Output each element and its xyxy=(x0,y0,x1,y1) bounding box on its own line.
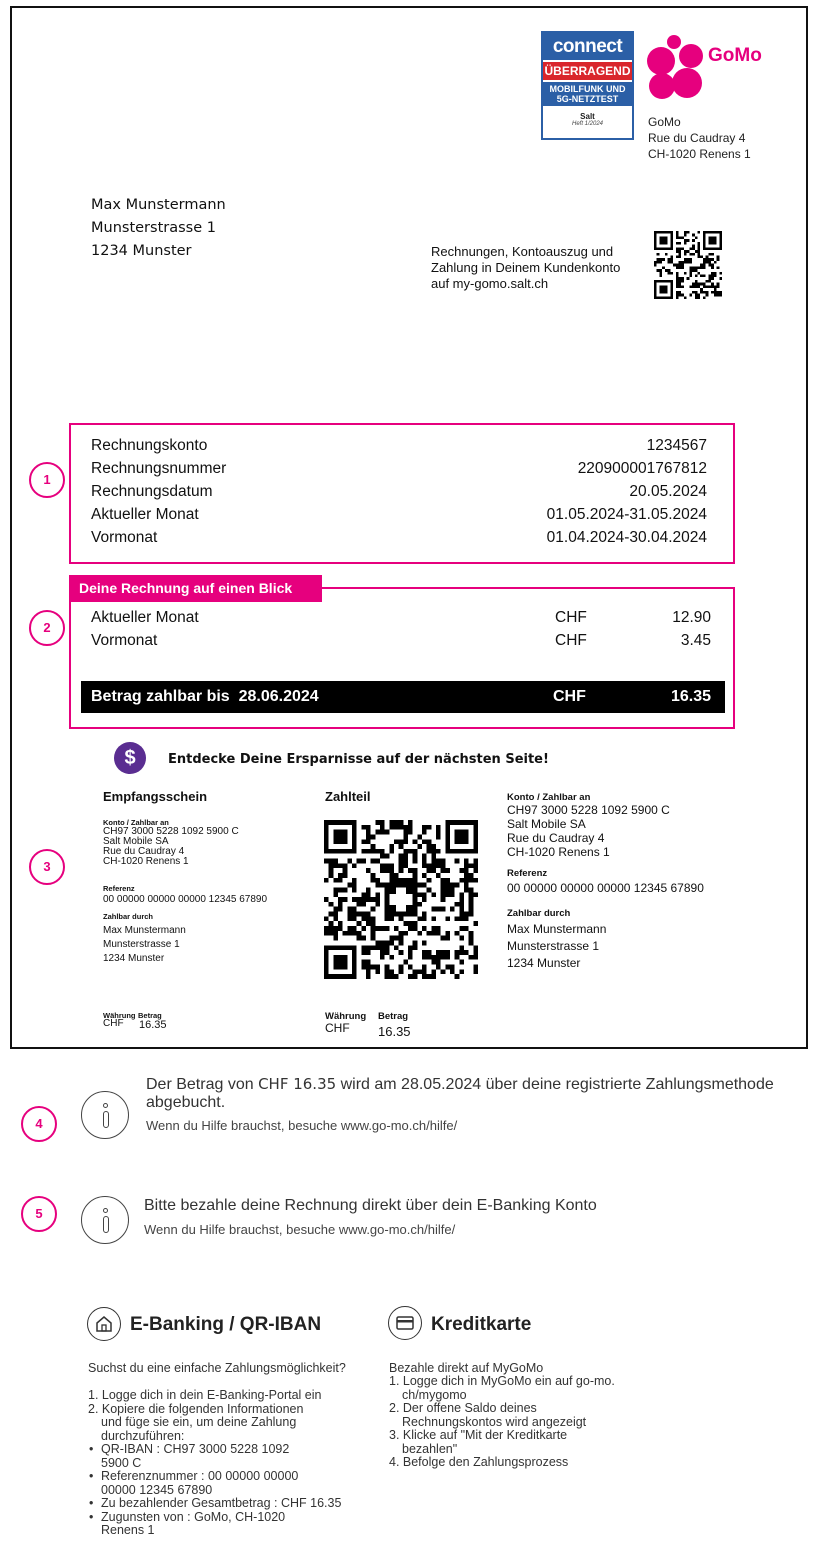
step-line: bezahlen" xyxy=(402,1441,458,1456)
summary-amount: 3.45 xyxy=(680,632,711,649)
badge-rating: ÜBERRAGEND xyxy=(544,64,631,78)
sender-city: CH-1020 Renens 1 xyxy=(648,147,751,161)
payment-reference xyxy=(507,868,704,895)
info-label: Vormonat xyxy=(91,529,158,546)
badge-test: MOBILFUNK UND 5G-NETZTEST xyxy=(543,82,632,106)
bullet-line: 5900 C xyxy=(101,1455,142,1470)
info-value: 01.05.2024-31.05.2024 xyxy=(546,506,707,523)
info-icon xyxy=(81,1196,129,1244)
logo-wordmark: GoMo xyxy=(708,45,762,66)
summary-box xyxy=(69,587,735,729)
badge-brand: connect xyxy=(543,33,632,60)
ebanking-bullet: • QR-IBAN : CH97 3000 5228 1092 5900 C xyxy=(88,1443,341,1470)
ebanking-step: 2. Kopiere die folgenden Informationen xyxy=(88,1401,304,1416)
payment-currency-label: Währung xyxy=(325,1011,367,1022)
sender-name: GoMo xyxy=(648,115,681,129)
receipt-line: Rue du Caudray 4 xyxy=(103,846,185,857)
portal-note-line: auf my-gomo.salt.ch xyxy=(431,276,549,291)
step-line: Rechnungskontos wird angezeigt xyxy=(402,1414,587,1429)
debit-notice-post: wird am 28.05.2024 über deine registrierte Zahlungsmethode abgebucht. xyxy=(146,1076,774,1111)
ebanking-step: durchzuführen: xyxy=(101,1428,185,1443)
payment-account-line: CH-1020 Renens 1 xyxy=(507,845,610,859)
info-row-invoice-number xyxy=(91,458,707,480)
info-label: Rechnungsnummer xyxy=(91,460,227,477)
help-link-text[interactable]: Wenn du Hilfe brauchst, besuche www.go-mo.ch/hilfe/ xyxy=(144,1222,456,1237)
bullet-line: QR-IBAN : CH97 3000 5228 1092 xyxy=(101,1442,290,1456)
ebanking-title: E-Banking / QR-IBAN xyxy=(130,1314,322,1335)
swiss-qr-code-icon[interactable] xyxy=(324,820,478,979)
debit-notice xyxy=(146,1075,806,1112)
receipt-line: CH-1020 Renens 1 xyxy=(103,856,189,867)
ebanking-steps xyxy=(88,1389,341,1538)
total-due-bar xyxy=(81,681,725,713)
step-line: 2. Der offene Saldo deines xyxy=(389,1401,537,1415)
receipt-reference xyxy=(103,884,267,905)
sender-address xyxy=(648,114,751,162)
payment-reference-label: Referenz xyxy=(507,868,548,879)
info-row-current-month xyxy=(91,504,707,526)
badge-company: Salt xyxy=(580,112,595,121)
total-amount: 16.35 xyxy=(670,688,711,705)
total-currency: CHF xyxy=(553,688,586,705)
info-row-account xyxy=(91,435,707,457)
ebanking-step: und füge sie ein, um deine Zahlung xyxy=(101,1415,297,1429)
connect-award-badge xyxy=(541,31,634,140)
receipt-iban: CH97 3000 5228 1092 5900 C xyxy=(103,826,239,837)
home-icon xyxy=(87,1307,121,1341)
portal-note xyxy=(431,244,620,292)
info-value: 1234567 xyxy=(646,437,707,454)
receipt-account-label: Konto / Zahlbar an xyxy=(103,818,169,827)
total-label: Betrag zahlbar bis 28.06.2024 xyxy=(91,688,319,705)
summary-title: Deine Rechnung auf einen Blick xyxy=(69,575,322,602)
info-label: Rechnungskonto xyxy=(91,437,208,454)
bullet-line: Referenznummer : 00 00000 00000 xyxy=(101,1469,299,1483)
info-icon xyxy=(81,1091,129,1139)
payment-iban: CH97 3000 5228 1092 5900 C xyxy=(507,803,670,817)
marker-3: 3 xyxy=(29,849,65,885)
receipt-currency: CHF xyxy=(103,1018,124,1029)
credit-card-icon xyxy=(388,1306,422,1340)
info-value: 220900001767812 xyxy=(577,460,707,477)
step-line: 1. Logge dich in MyGoMo ein auf go-mo. xyxy=(389,1374,615,1388)
debit-notice-amount: CHF 16.35 xyxy=(258,1075,337,1093)
receipt-payer-line: Max Munstermann xyxy=(103,925,186,936)
payment-currency: CHF xyxy=(325,1021,350,1035)
bullet-line: Renens 1 xyxy=(101,1523,155,1537)
info-icon-bar xyxy=(103,1111,109,1128)
step-line: ch/mygomo xyxy=(402,1387,467,1402)
info-row-invoice-date xyxy=(91,481,707,503)
payment-account-label: Konto / Zahlbar an xyxy=(507,792,591,803)
summary-amount: 12.90 xyxy=(672,609,711,626)
creditcard-step xyxy=(389,1456,615,1470)
creditcard-title: Kreditkarte xyxy=(431,1314,532,1335)
portal-note-line: Rechnungen, Kontoauszug und xyxy=(431,244,614,259)
receipt-payer xyxy=(103,912,186,966)
payment-account-line: Rue du Caudray 4 xyxy=(507,831,605,845)
info-row-previous-month xyxy=(91,527,707,549)
payment-amount-label: Betrag xyxy=(378,1011,409,1022)
creditcard-intro: Bezahle direkt auf MyGoMo xyxy=(389,1361,544,1375)
info-label: Rechnungsdatum xyxy=(91,483,213,500)
recipient-city: 1234 Munster xyxy=(91,243,192,259)
receipt-title: Empfangsschein xyxy=(103,789,208,804)
bullet-line: Zu bezahlender Gesamtbetrag : CHF 16.35 xyxy=(101,1496,342,1510)
badge-issue: Heft 1/2024 xyxy=(571,121,604,127)
summary-currency: CHF xyxy=(555,609,587,626)
payment-part-title: Zahlteil xyxy=(325,789,371,804)
gomo-logo-icon xyxy=(647,34,777,100)
info-value: 01.04.2024-30.04.2024 xyxy=(546,529,707,546)
ebanking-bullet: • Zu bezahlender Gesamtbetrag : CHF 16.35 xyxy=(89,1496,342,1510)
payment-payer-line: Munsterstrasse 1 xyxy=(507,939,600,953)
receipt-currency-label: Währung xyxy=(103,1011,136,1020)
summary-row-current xyxy=(91,607,711,629)
bullet-line: Zugunsten von : GoMo, CH-1020 xyxy=(101,1509,286,1524)
portal-note-line: Zahlung in Deinem Kundenkonto xyxy=(431,260,621,275)
summary-row-previous xyxy=(91,630,711,652)
credit-card-icon-glyph xyxy=(389,1307,421,1339)
marker-2: 2 xyxy=(29,610,65,646)
receipt-reference-value: 00 00000 00000 00000 12345 67890 xyxy=(103,894,268,905)
info-icon-dot xyxy=(103,1208,108,1213)
payment-account-line: Salt Mobile SA xyxy=(507,817,586,831)
recipient-address xyxy=(91,194,226,263)
summary-label: Vormonat xyxy=(91,632,158,649)
creditcard-step xyxy=(389,1375,615,1402)
summary-label: Aktueller Monat xyxy=(91,609,199,626)
payment-reference-value: 00 00000 00000 00000 12345 67890 xyxy=(507,881,704,895)
ebanking-step: 1. Logge dich in dein E-Banking-Portal ein xyxy=(88,1388,322,1402)
dollar-icon: $ xyxy=(114,742,146,774)
receipt-payer-label: Zahlbar durch xyxy=(103,912,154,921)
invoice-info-box xyxy=(69,423,735,564)
payment-payer-label: Zahlbar durch xyxy=(507,908,571,919)
creditcard-step xyxy=(389,1429,615,1456)
recipient-street: Munsterstrasse 1 xyxy=(91,220,216,236)
receipt-amount-label: Betrag xyxy=(138,1011,162,1020)
home-icon-glyph xyxy=(88,1308,120,1340)
marker-5: 5 xyxy=(21,1196,57,1232)
payment-amount: 16.35 xyxy=(378,1024,411,1039)
recipient-name: Max Munstermann xyxy=(91,197,226,213)
bullet-line: 00000 12345 67890 xyxy=(101,1482,213,1497)
info-value: 20.05.2024 xyxy=(629,483,707,500)
step-line: 3. Klicke auf "Mit der Kreditkarte xyxy=(389,1428,568,1442)
ebanking-notice: Bitte bezahle deine Rechnung direkt über dein E-Banking Konto xyxy=(144,1197,597,1214)
receipt-payer-line: 1234 Munster xyxy=(103,953,165,964)
payment-payer-line: 1234 Munster xyxy=(507,956,581,970)
savings-text: Entdecke Deine Ersparnisse auf der nächsten Seite! xyxy=(168,752,549,767)
help-link-text[interactable]: Wenn du Hilfe brauchst, besuche www.go-mo.ch/hilfe/ xyxy=(146,1118,458,1133)
marker-4: 4 xyxy=(21,1106,57,1142)
receipt-line: Salt Mobile SA xyxy=(103,836,169,847)
portal-qr-code-icon[interactable] xyxy=(654,231,722,299)
marker-1: 1 xyxy=(29,462,65,498)
ebanking-bullet: • Referenznummer : 00 00000 00000 00000 12345 67890 xyxy=(88,1470,341,1497)
payment-payer-line: Max Munstermann xyxy=(507,922,607,936)
ebanking-intro: Suchst du eine einfache Zahlungsmöglichkeit? xyxy=(88,1361,346,1375)
info-label: Aktueller Monat xyxy=(91,506,199,523)
receipt-reference-label: Referenz xyxy=(103,884,135,893)
info-icon-bar xyxy=(103,1216,109,1233)
payment-account xyxy=(507,792,670,859)
sender-street: Rue du Caudray 4 xyxy=(648,131,746,145)
step-line: 4. Befolge den Zahlungsprozess xyxy=(389,1455,569,1469)
receipt-payer-line: Munsterstrasse 1 xyxy=(103,939,180,950)
creditcard-steps xyxy=(389,1375,615,1470)
ebanking-bullet: • Zugunsten von : GoMo, CH-1020 Renens 1 xyxy=(88,1511,341,1538)
payment-payer xyxy=(507,908,606,972)
summary-currency: CHF xyxy=(555,632,587,649)
creditcard-step xyxy=(389,1402,615,1429)
receipt-amount: 16.35 xyxy=(139,1019,167,1031)
info-icon-dot xyxy=(103,1103,108,1108)
debit-notice-pre: Der Betrag von xyxy=(146,1076,259,1093)
receipt-account xyxy=(103,818,239,867)
